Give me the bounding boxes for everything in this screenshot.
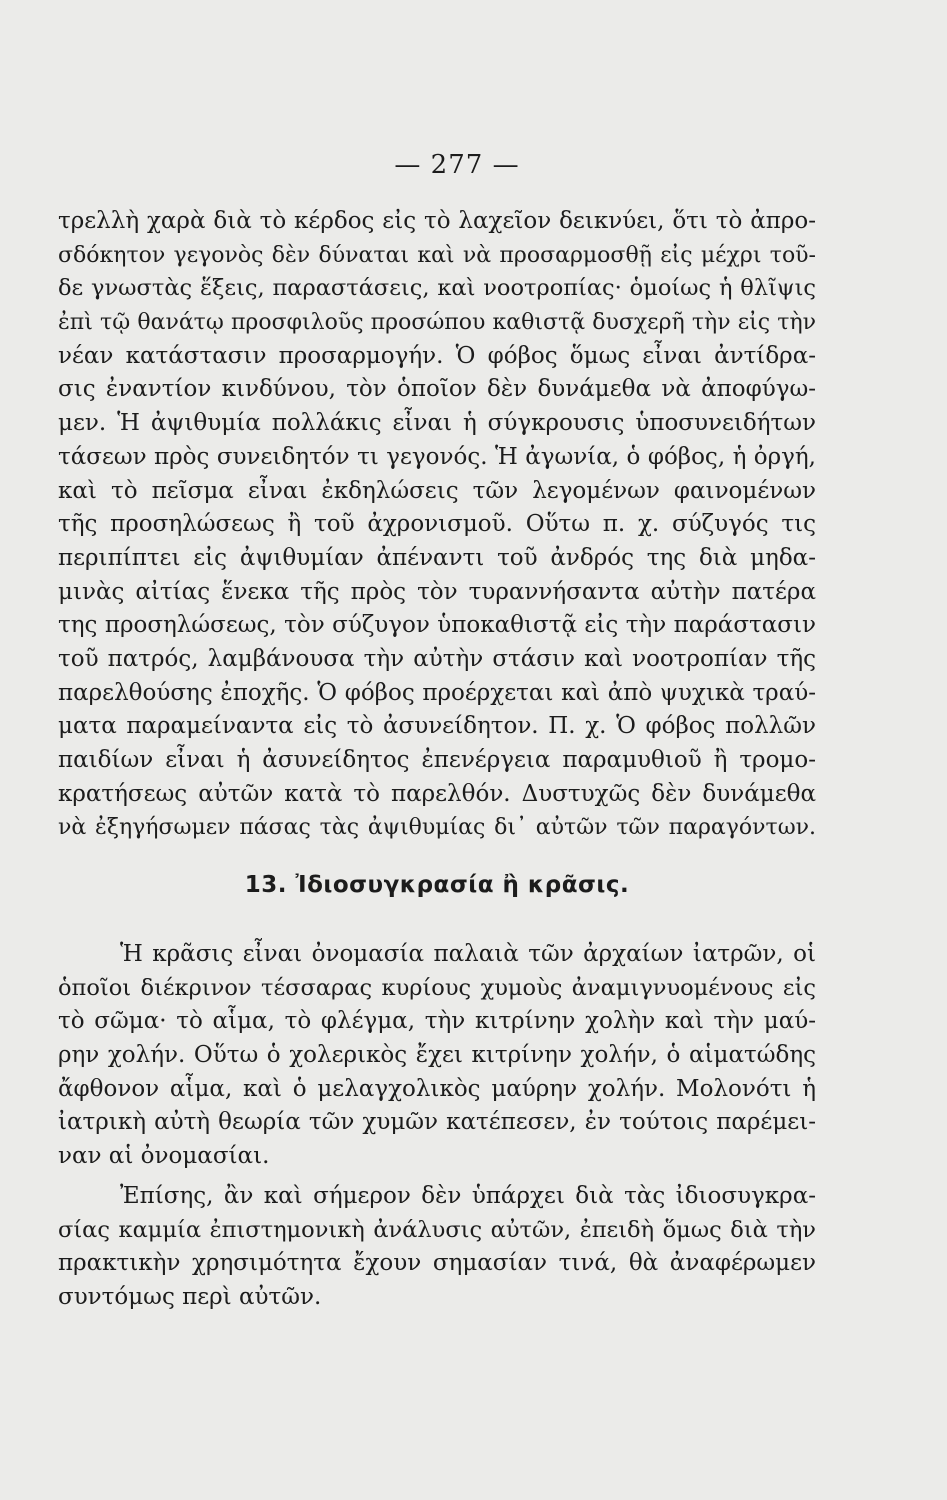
text-line: ναν αἱ ὀνομασίαι. bbox=[58, 1143, 270, 1170]
paragraph-3 bbox=[58, 1180, 816, 1315]
text-line: μεν. Ἡ ἀψιθυμία πολλάκις εἶναι ἡ σύγκρουσις ὑποσυνειδήτων bbox=[58, 410, 816, 437]
text-line: σίας καμμία ἐπιστημονικὴ ἀνάλυσις αὐτῶν, ἐπειδὴ ὅμως διὰ τὴν bbox=[58, 1216, 816, 1243]
text-line: της προσηλώσεως, τὸν σύζυγον ὑποκαθιστᾷ εἰς τὴν παράστασιν bbox=[58, 612, 816, 639]
text-line: πρακτικὴν χρησιμότητα ἔχουν σημασίαν τινά, θὰ ἀναφέρωμεν bbox=[58, 1250, 816, 1277]
text-line: δε γνωστὰς ἕξεις, παραστάσεις, καὶ νοοτροπίας· ὁμοίως ἡ θλῖψις bbox=[58, 275, 816, 302]
text-line: τρελλὴ χαρὰ διὰ τὸ κέρδος εἰς τὸ λαχεῖον δεικνύει, ὅτι τὸ ἀπρο- bbox=[58, 208, 816, 234]
text-line: νὰ ἐξηγήσωμεν πάσας τὰς ἀψιθυμίας δι᾽ αὐτῶν τῶν παραγόντων. bbox=[58, 815, 816, 841]
text-line: Ἡ κρᾶσις εἶναι ὀνομασία παλαιὰ τῶν ἀρχαίων ἰατρῶν, οἱ bbox=[120, 941, 816, 967]
text-line: τὸ σῶμα· τὸ αἷμα, τὸ φλέγμα, τὴν κιτρίνην χολὴν καὶ τὴν μαύ- bbox=[58, 1008, 816, 1035]
text-line: σις ἐναντίον κινδύνου, τὸν ὁποῖον δὲν δυνάμεθα νὰ ἀποφύγω- bbox=[58, 376, 816, 403]
text-line: μινὰς αἰτίας ἕνεκα τῆς πρὸς τὸν τυραννήσαντα αὐτὴν πατέρα bbox=[58, 578, 816, 605]
text-line: παρελθούσης ἐποχῆς. Ὁ φόβος προέρχεται καὶ ἀπὸ ψυχικὰ τραύ- bbox=[58, 679, 816, 706]
text-line: ἐπὶ τῷ θανάτῳ προσφιλοῦς προσώπου καθιστᾷ δυσχερῆ τὴν εἰς τὴν bbox=[58, 310, 816, 336]
text-line: Ἐπίσης, ἂν καὶ σήμερον δὲν ὑπάρχει διὰ τὰς ἰδιοσυγκρα- bbox=[120, 1183, 816, 1209]
text-line: τῆς προσηλώσεως ἢ τοῦ ἀχρονισμοῦ. Οὕτω π. χ. σύζυγός τις bbox=[58, 511, 816, 538]
text-line: νέαν κατάστασιν προσαρμογήν. Ὁ φόβος ὅμως εἶναι ἀντίδρα- bbox=[58, 342, 816, 369]
text-line: τοῦ πατρός, λαμβάνουσα τὴν αὐτὴν στάσιν καὶ νοοτροπίαν τῆς bbox=[58, 645, 816, 672]
text-line: ἰατρικὴ αὐτὴ θεωρία τῶν χυμῶν κατέπεσεν, ἐν τούτοις παρέμει- bbox=[58, 1109, 816, 1136]
text-line: τάσεων πρὸς συνειδητόν τι γεγονός. Ἡ ἀγωνία, ὁ φόβος, ἡ ὀργή, bbox=[58, 443, 816, 470]
text-line: κρατήσεως αὐτῶν κατὰ τὸ παρελθόν. Δυστυχῶς δὲν δυνάμεθα bbox=[58, 780, 816, 807]
text-line: ἄφθονον αἷμα, καὶ ὁ μελαγχολικὸς μαύρην χολήν. Μολονότι ἡ bbox=[58, 1075, 816, 1102]
paragraph-2 bbox=[58, 938, 816, 1174]
text-line: καὶ τὸ πεῖσμα εἶναι ἐκδηλώσεις τῶν λεγομένων φαινομένων bbox=[58, 477, 816, 504]
text-line: ὁποῖοι διέκρινον τέσσαρας κυρίους χυμοὺς ἀναμιγνυομένους εἰς bbox=[58, 974, 816, 1001]
text-line: παιδίων εἶναι ἡ ἀσυνείδητος ἐπενέργεια παραμυθιοῦ ἢ τρομο- bbox=[58, 747, 816, 773]
text-line: ματα παραμείναντα εἰς τὸ ἀσυνείδητον. Π. χ. Ὁ φόβος πολλῶν bbox=[58, 713, 816, 740]
text-line: συντόμως περὶ αὐτῶν. bbox=[58, 1284, 322, 1311]
text-line: περιπίπτει εἰς ἀψιθυμίαν ἀπέναντι τοῦ ἀνδρός της διὰ μηδα- bbox=[58, 544, 816, 571]
page-number: — 277 — bbox=[394, 150, 520, 180]
paragraph-1 bbox=[58, 205, 816, 845]
section-heading: 13. Ἰδιοσυγκρασία ἢ κρᾶσις. bbox=[244, 872, 630, 898]
text-line: σδόκητον γεγονὸς δὲν δύναται καὶ νὰ προσαρμοσθῇ εἰς μέχρι τοῦ- bbox=[58, 242, 816, 268]
text-line: ρην χολήν. Οὕτω ὁ χολερικὸς ἔχει κιτρίνην χολήν, ὁ αἱματώδης bbox=[58, 1042, 816, 1069]
